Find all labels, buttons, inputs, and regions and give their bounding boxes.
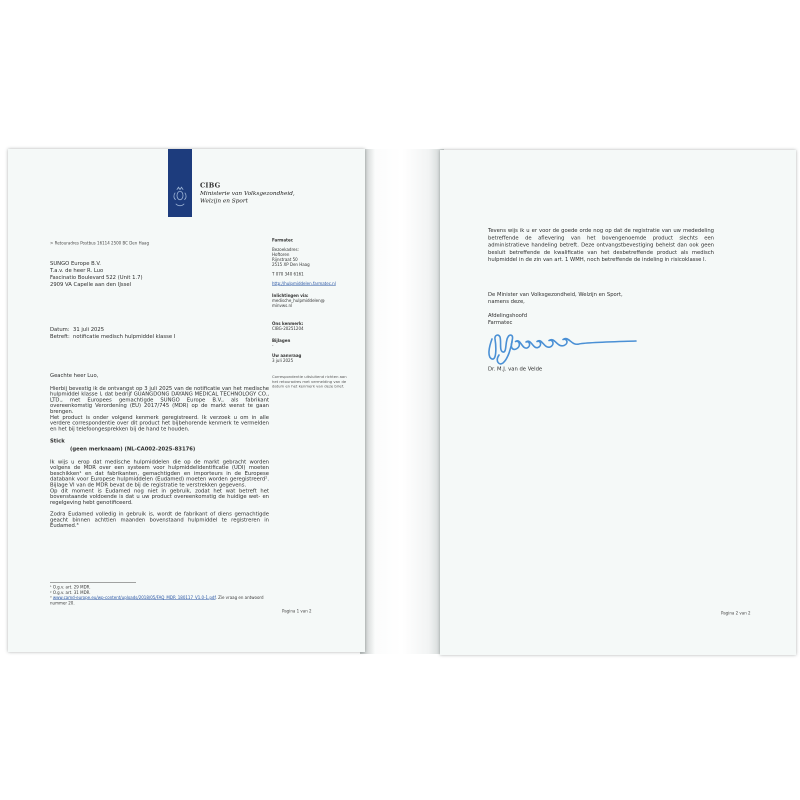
recipient-line: T.a.v. de heer R. Luo [50,267,104,274]
ministry-name-line2: Welzijn en Sport [200,197,248,204]
footnote-2: ² O.g.v. art. 31 MDR. [50,590,91,595]
request-date [272,354,347,364]
footnote-3-tail: . Zie vraag en antwoord nummer 20. [50,595,264,606]
attachments-label: Bijlagen [272,338,291,343]
handwritten-signature-icon [484,321,644,371]
subject-label: Betreft: [50,333,70,340]
product-registration-id: (geen merknaam) (NL-CA002-2025-83176) [70,445,196,452]
visit-address-line: 2515 XP Den Haag [272,262,310,267]
visit-address-label: Bezoekadres: [272,247,299,252]
paragraph-2: Het product is onder volgend kenmerk geregistreerd. Ik verzoek u om in alle verdere correspondentie over dit product het bijbehorende kenmerk te vermelden en het bij telefoongesprekken bij de hand te houden. [50,414,269,432]
date-value: 31 juli 2025 [73,326,105,333]
salutation: Geachte heer Luo, [50,372,99,379]
paragraph-6: Tevens wijs ik u er voor de goede orde nog op dat de registratie van uw mededeling betreffende de aflevering van het bovengenoemde product slechts een administratieve handeling betreft. Deze ontvangstbevestiging behelst dan ook geen besluit betreffende de kwalificatie van het desbetreffende product als medisch hulpmiddel in de zin van art. 1 WMH, noch betreffende de indeling in risicoklasse I. [488,227,714,263]
phone-number: T 070 340 6161 [272,272,304,277]
page-number-1: Pagina 1 van 2 [282,609,312,614]
request-date-value: 3 juli 2025 [272,358,294,363]
contact-info [272,294,347,309]
closing-namens: namens deze, [488,298,525,305]
paragraph-4: Op dit moment is Eudamed nog niet in gebruik, zodat het wat betreft het bovenstaande voldoende is dat u uw product overeenkomstig de huidige wet- en regelgeving hebt genotificeerd. [50,487,269,506]
recipient-line: 2909 VA Capelle aan den IJssel [50,281,132,288]
reference [272,322,347,332]
recipient-line: SUNGO Europe B.V. [50,260,101,267]
visit-address-line: Rijnstraat 50 [272,257,298,262]
closing-block [488,291,623,305]
org-name: CIBG [200,182,221,190]
request-date-label: Uw aanvraag [272,353,302,358]
footnotes [50,585,275,606]
recipient-address [50,260,142,288]
paragraph-1: Hierbij bevestig ik de ontvangst op 3 juli 2025 van de notificatie van het medische hulpmiddel klasse I, dat bedrijf GUANGDONG DAYANG MEDICAL TECHNOLOGY CO., LTD., met Europees gemachtigde SUNGO Europe B.V., als fabrikant overeenkomstig Verordening (EU) 2017/745 (MDR) op de markt wenst te gaan brengen. [50,385,269,415]
rijksoverheid-coat-of-arms-icon [172,186,188,212]
signer-department: Farmatec [488,319,513,326]
correspondence-note: Correspondentie uitsluitend richten aan het retouradres met vermelding van de datum en het kenmerk van deze brief. [272,374,347,389]
letter-page-1 [8,149,365,652]
footnote-1: ¹ O.g.v. art. 29 MDR. [50,585,91,590]
sender-info-column [272,238,347,389]
footnote-3-marker: ³ [50,595,53,600]
subject-value: notificatie medisch hulpmiddel klasse I [73,333,176,340]
letter-body-page2 [488,227,714,263]
signer-name: Dr. M.J. van de Velde [488,366,543,372]
signer-role: Afdelingshoofd [488,312,528,319]
paragraph-3: Ik wijs u erop dat medische hulpmiddelen die op de markt gebracht worden volgens de MDR over een systeem voor hulpmiddelidentificatie (UDI) moeten beschikken¹ en dat fabrikanten, gemachtigden en importeurs in de Europese databank voor Europese hulpmiddelen (Eudamed) moeten worden geregistreerd². Bijlage VI van de MDR bevat de bij de registratie te verstrekken gegevens. [50,458,269,488]
closing-line: De Minister van Volksgezondheid, Welzijn en Sport, [488,291,623,298]
date-row [50,326,175,333]
farmatec-url[interactable]: http://hulpmiddelen.farmatec.nl [272,281,336,286]
return-address: > Retouradres Postbus 16114 2500 BC Den Haag [50,241,150,246]
product-name: Stick [50,438,65,445]
footnote-3 [50,596,275,607]
contact-email-line: medische_hulpmiddelen@ [272,298,325,303]
recipient-line: Fascinatio Boulevard 522 (Unit 1.7) [50,274,143,281]
reference-label: Ons kenmerk: [272,321,304,326]
visit-address-line: Hoftoren [272,252,290,257]
ministry-name-line1: Ministerie van Volksgezondheid, [200,189,295,197]
contact-label: Inlichtingen via: [272,293,309,298]
subject-row [50,333,175,340]
page-number-2: Pagina 2 van 2 [721,611,751,616]
letter-meta [50,326,175,340]
paragraph-5: Zodra Eudamed volledig in gebruik is, wordt de fabrikant of diens gemachtigde geacht binnen achttien maanden bovenstaand hulpmiddel te registreren in Eudamed.³ [50,511,269,529]
contact-email-line: minvws.nl [272,303,293,308]
footnote-separator [50,582,136,583]
footnote-3-link[interactable]: www.camd-europe.eu/wp-content/uploads/2018/05/FAQ_MDR_180117_V1.0-1.pdf [52,595,216,600]
department-name: Farmatec [272,238,294,243]
letter-body [50,373,269,529]
ministry-wordmark [200,182,295,205]
date-label: Datum: [50,326,70,333]
attachments [272,339,347,349]
page-gap [360,149,444,654]
visit-address [272,248,347,268]
letter-page-2 [440,150,796,655]
attachments-value: - [272,343,274,348]
rijksoverheid-logo-ribbon [168,149,192,217]
reference-value: CIBG-20251204 [272,326,304,331]
